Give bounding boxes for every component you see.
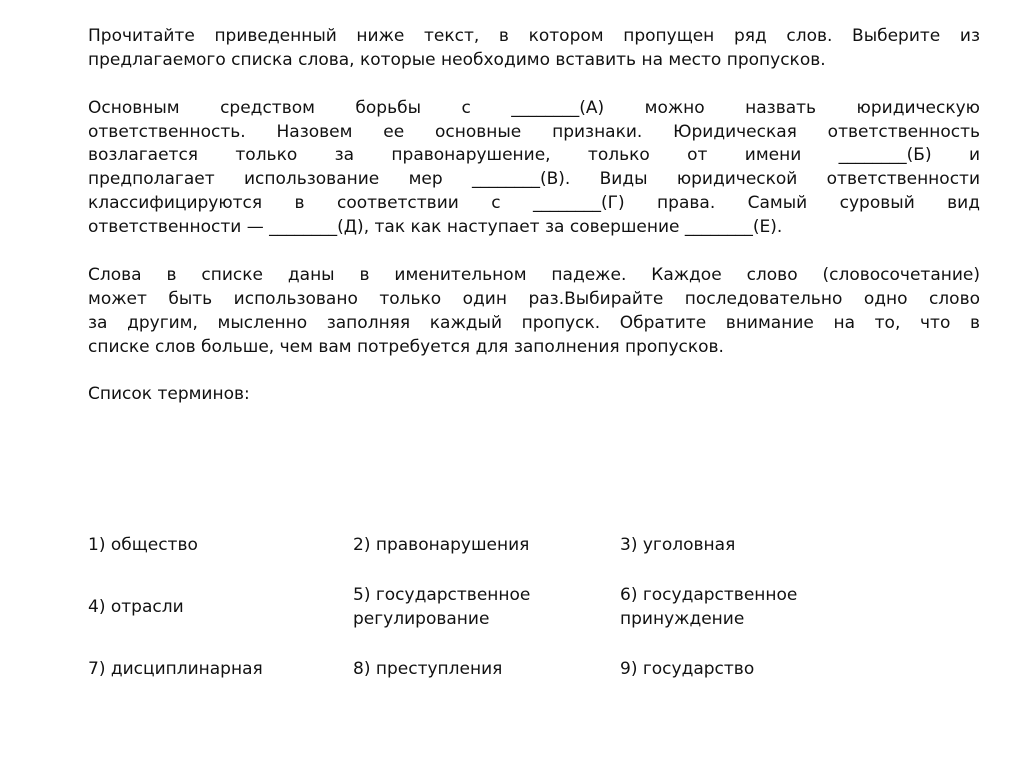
- text-line: ответственность. Назовем ее основные признаки. Юридическая ответственность: [88, 121, 980, 142]
- term-item: 3) уголовная: [620, 535, 736, 555]
- term-line: 5) государственное: [353, 585, 531, 605]
- terms-heading: Список терминов:: [88, 384, 250, 405]
- term-item: 8) преступления: [353, 659, 503, 679]
- text-line: ответственности — ________(Д), так как наступает за совершение ________(Е).: [88, 217, 783, 238]
- document-text: [88, 25, 980, 407]
- term-item: 4) отрасли: [88, 597, 184, 617]
- term-line: регулирование: [353, 609, 490, 629]
- text-line: списке слов больше, чем вам потребуется для заполнения пропусков.: [88, 336, 724, 357]
- text-line: классифицируются в соответствии с ________(Г) права. Самый суровый вид: [88, 193, 980, 214]
- instructions-paragraph: [88, 25, 980, 73]
- text-line: Основным средством борьбы с ________(А) можно назвать юридическую: [88, 97, 980, 118]
- term-item: 1) общество: [88, 535, 198, 555]
- term-item: 2) правонарушения: [353, 535, 530, 555]
- text-line: Слова в списке даны в именительном падеже. Каждое слово (словосочетание): [88, 264, 980, 285]
- text-line: возлагается только за правонарушение, только от имени ________(Б) и: [88, 145, 980, 166]
- text-line: Прочитайте приведенный ниже текст, в котором пропущен ряд слов. Выберите из: [88, 26, 980, 46]
- text-line: может быть использовано только один раз.Выбирайте последовательно одно слово: [88, 288, 980, 309]
- text-line: за другим, мысленно заполняя каждый пропуск. Обратите внимание на то, что в: [88, 312, 980, 333]
- text-line: предполагает использование мер ________(В). Виды юридической ответственности: [88, 169, 980, 190]
- term-item: 7) дисциплинарная: [88, 659, 263, 679]
- term-line: принуждение: [620, 609, 745, 629]
- term-item: [620, 583, 797, 631]
- term-line: 6) государственное: [620, 585, 798, 605]
- passage-paragraph: [88, 97, 980, 240]
- term-item: [353, 583, 530, 631]
- term-item: 9) государство: [620, 659, 755, 679]
- text-line: предлагаемого списка слова, которые необходимо вставить на место пропусков.: [88, 49, 826, 70]
- rules-paragraph: [88, 264, 980, 360]
